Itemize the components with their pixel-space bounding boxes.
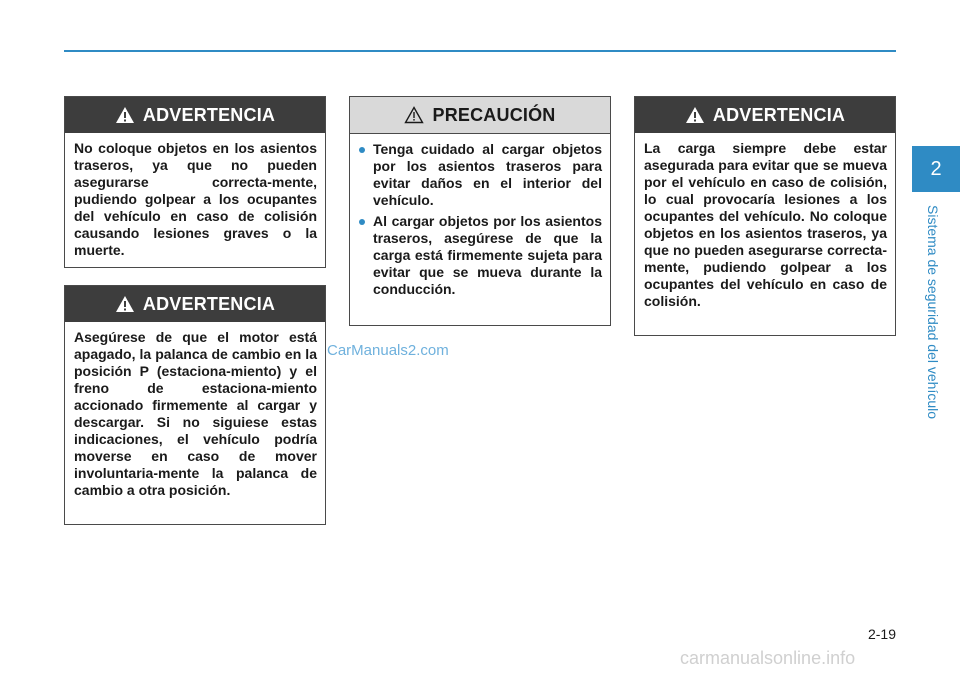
- warning-text: La carga siempre debe estar asegurada para evitar que se mueva por el vehículo en caso de colisión, lo cual provocaría lesiones a los ocupantes del vehículo. No coloque objetos en los asientos traseros, ya que no pueden asegurarse correcta-mente, pudiendo golpear a los ocupantes del vehículo en caso de colisión.: [644, 140, 887, 309]
- list-item: [359, 141, 602, 209]
- footer-watermark: carmanualsonline.info: [680, 648, 856, 668]
- warning-header: [65, 286, 325, 322]
- warning-triangle-icon: [115, 106, 135, 124]
- chapter-title: [918, 200, 948, 425]
- chapter-tab: 2: [912, 146, 960, 192]
- caution-header: [350, 97, 610, 134]
- warning-box-rear-seats: [64, 96, 326, 268]
- warning-text: Asegúrese de que el motor está apagado, la palanca de cambio en la posición P (estaciona-miento) y el freno de estaciona-miento accionado firmemente al cargar y descargar. Si no siguiese estas indicaciones, el vehículo podría moverse en caso de mover involuntaria-mente la palanca de cambio a otra posición.: [74, 329, 317, 498]
- caution-text: [350, 134, 610, 310]
- warning-triangle-icon: [404, 106, 424, 124]
- chapter-title-text: Sistema de seguridad del vehículo: [925, 205, 941, 420]
- warning-text: No coloque objetos en los asientos traseros, ya que no pueden asegurarse correcta-mente, pudiendo golpear a los ocupantes del vehículo en caso de colisión causando lesiones graves o la muerte.: [74, 140, 317, 258]
- caution-list: [359, 141, 602, 298]
- warning-title: ADVERTENCIA: [142, 293, 276, 314]
- warning-title: ADVERTENCIA: [142, 104, 276, 125]
- warning-header: [635, 97, 895, 133]
- warning-header: [65, 97, 325, 133]
- list-item-text: Al cargar objetos por los asientos traseros, asegúrese de que la carga está firmemente sujeta para evitar que se mueva durante la conducción.: [373, 213, 602, 297]
- watermark: CarManuals2.com: [327, 342, 449, 359]
- warning-title: ADVERTENCIA: [712, 104, 846, 125]
- top-rule: [64, 50, 896, 52]
- bullet-icon: [359, 147, 365, 153]
- list-item-text: Tenga cuidado al cargar objetos por los asientos traseros para evitar daños en el interior del vehículo.: [373, 141, 602, 208]
- warning-triangle-icon: [115, 295, 135, 313]
- warning-triangle-icon: [685, 106, 705, 124]
- bullet-icon: [359, 219, 365, 225]
- page-number: 2-19: [867, 626, 896, 642]
- caution-box-loading: [349, 96, 611, 326]
- caution-title: PRECAUCIÓN: [432, 104, 556, 125]
- warning-box-engine-off: [64, 285, 326, 525]
- warning-box-secure-cargo: [634, 96, 896, 336]
- list-item: [359, 213, 602, 298]
